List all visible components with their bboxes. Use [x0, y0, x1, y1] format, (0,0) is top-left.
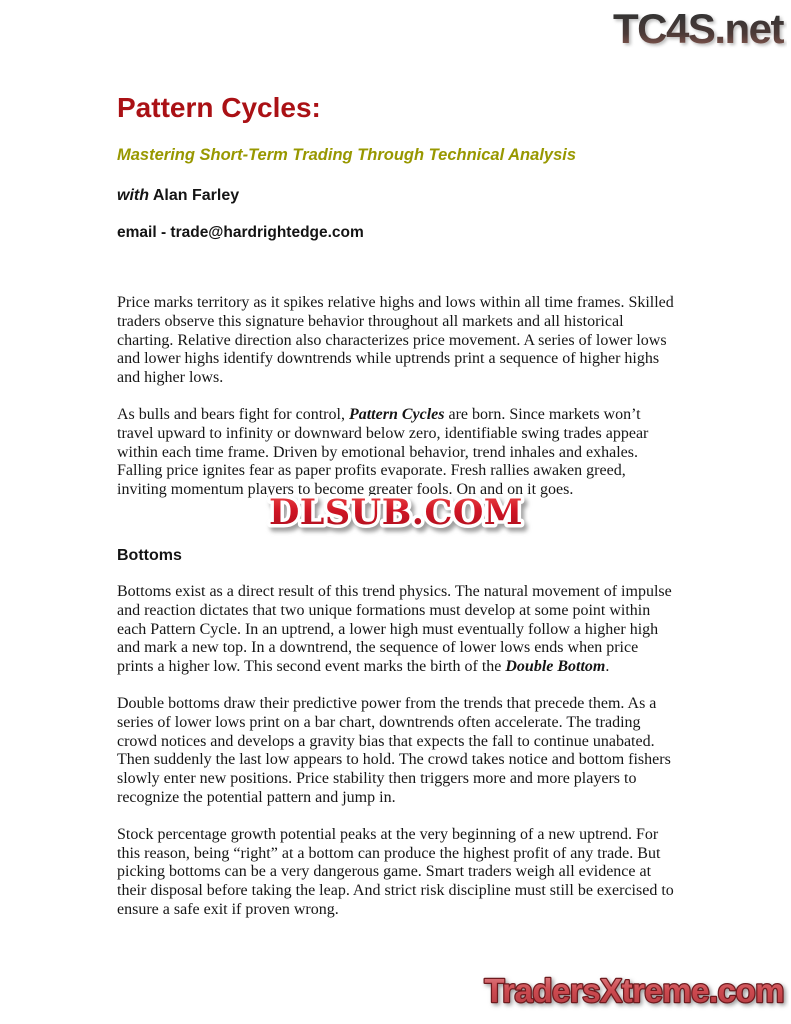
tradersxtreme-logo-text: TradersXtreme.com [484, 972, 784, 1009]
page-title: Pattern Cycles: [117, 92, 321, 123]
tradersxtreme-logo-image [457, 967, 789, 1015]
section-heading-bottoms: Bottoms [117, 546, 182, 564]
byline [117, 186, 678, 205]
dlsub-logo-image [241, 485, 551, 539]
document-content [117, 0, 678, 920]
email-line: email - trade@hardrightedge.com [117, 224, 364, 241]
double-bottom-emphasis: Double Bottom [505, 658, 606, 676]
paragraph-1: Price marks territory as it spikes relative highs and lows within all time frames. Skilled traders observe this signature behavior throughout all markets and all historical charting. Relative direction also characterizes price movement. A series of lower lows and lower highs identify downtrends while uptrends print a sequence of higher highs and higher lows. [117, 294, 674, 387]
paragraph-3-text: Bottoms exist as a direct result of this trend physics. The natural movement of impulse and reaction dictates that two unique formations must develop at some point within each Pattern Cycle. In an uptrend, a lower high must eventually follow a higher high and mark a new top. In a downtrend, the sequence of lower lows ends when price prints a higher low. This second event marks the birth of the [117, 582, 672, 676]
paragraph-3 [117, 583, 678, 677]
paragraph-5: Stock percentage growth potential peaks at the very beginning of a new uptrend. For this reason, being “right” at a bottom can produce the highest profit of any trade. But picking bottoms can be a very dangerous game. Smart traders weigh all evidence at their disposal before taking the leap. And strict risk discipline must still be exercised to ensure a safe exit if proven wrong. [117, 825, 674, 918]
dlsub-watermark [241, 485, 551, 544]
paragraph-3-text-cont: . [605, 658, 610, 676]
tc4s-logo-text: TC4S.net [612, 5, 783, 52]
author-name: Alan Farley [152, 187, 240, 204]
paragraph-2-text: As bulls and bears fight for control, [117, 405, 349, 423]
paragraph-4: Double bottoms draw their predictive power from the trends that precede them. As a series of lower lows print on a bar chart, downtrends often accelerate. The trading crowd notices and develops a gravity bias that expects the fall to continue unabated. Then suddenly the last low appears to hold. The crowd takes notice and bottom fishers slowly enter new positions. Price stability then triggers more and more players to recognize the potential pattern and jump in. [117, 694, 671, 806]
byline-prefix: with [117, 187, 149, 204]
dlsub-logo-text: DLSUB.COM [268, 492, 523, 533]
paragraph-2-text-cont: are born. Since markets won’t travel upward to infinity or downward below zero, identifiable swing trades appear within each time frame. Driven by emotional behavior, trend inhales and exhales. Falling price ignites fear as paper profits evaporate. Fresh rallies awaken greed, inviting momentum players to become greater fools. On and on it goes. [117, 405, 649, 499]
pattern-cycles-emphasis: Pattern Cycles [348, 405, 445, 423]
page-subtitle: Mastering Short-Term Trading Through Technical Analysis [117, 146, 577, 164]
tradersxtreme-watermark [457, 967, 789, 1020]
